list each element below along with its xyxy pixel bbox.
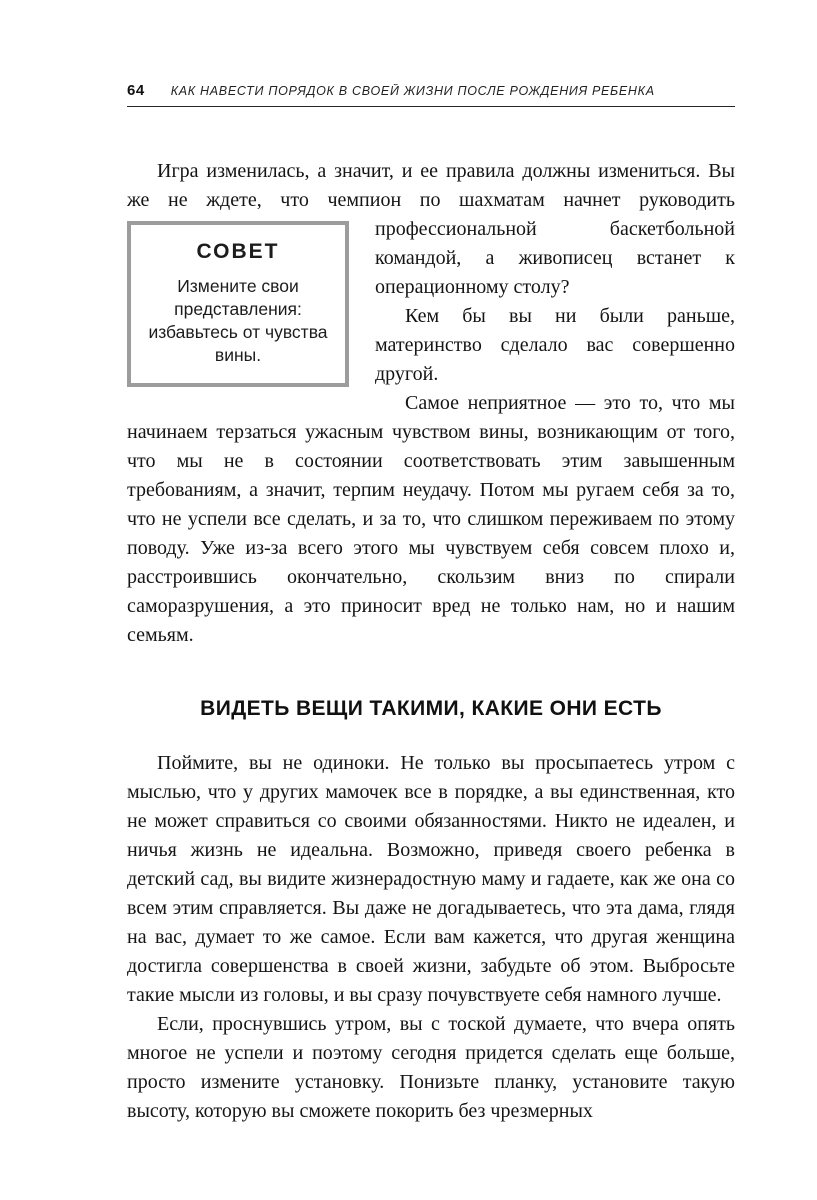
paragraph-4: Поймите, вы не одиноки. Не только вы просыпаетесь утром с мыслью, что у других мамочек все в порядке, а вы единственная, кто не может справиться со своими обязанностями. Никто не идеален, и ничья жизнь не идеальна. Возможно, приведя своего ребенка в детский сад, вы видите жизнерадостную маму и гадаете, как же она со всем этим справляется. Вы даже не догадываетесь, что эта дама, глядя на вас, думает то же самое. Если вам кажется, что другая женщина достигла совершенства в своей жизни, забудьте об этом. Выбросьте такие мысли из головы, и вы сразу почувствуете себя намного лучше.: [127, 752, 735, 1006]
paragraph-5: Если, проснувшись утром, вы с тоской думаете, что вчера опять многое не успели и поэтому сегодня придется сделать еще больше, просто измените установку. Понизьте планку, установите такую высоту, которую вы сможете покорить без чрезмерных: [127, 1013, 735, 1122]
paragraph-2: Кем бы вы ни были раньше, материнство сделало вас совершенно другой.: [375, 305, 735, 385]
paragraph-text: Игра изменилась, а значит, и ее правила должны измениться. Вы же не ждете, что чемпион по шахматам начнет руководить: [127, 160, 735, 211]
running-header-row: [127, 82, 735, 99]
tip-box-title: СОВЕТ: [196, 240, 280, 263]
paragraph-text: профессиональной баскетбольной командой, а живописец встанет к операционному столу?: [375, 218, 735, 298]
page-header: [127, 82, 735, 107]
page-body: [127, 157, 735, 1126]
tip-box: [127, 221, 349, 387]
header-rule: [127, 106, 735, 107]
section-heading: ВИДЕТЬ ВЕЩИ ТАКИМИ, КАКИЕ ОНИ ЕСТЬ: [200, 697, 662, 720]
running-title: КАК НАВЕСТИ ПОРЯДОК В СВОЕЙ ЖИЗНИ ПОСЛЕ РОЖДЕНИЯ РЕБЕНКА: [170, 84, 655, 98]
page-number: 64: [127, 82, 145, 99]
paragraph-3: Самое неприятное — это то, что мы начинаем терзаться ужасным чувством вины, возникающим от того, что мы не в состоянии соответствовать этим завышенным требованиям, а значит, терпим неудачу. Потом мы ругаем себя за то, что не успели все сделать, и за то, что слишком переживаем по этому поводу. Уже из-за всего этого мы чувствуем себя совсем плохо и, расстроившись окончательно, скользим вниз по спирали саморазрушения, а это приносит вред не только нам, но и нашим семьям.: [127, 392, 735, 646]
tip-box-text: Измените свои представления: избавьтесь от чувства вины.: [148, 276, 328, 366]
